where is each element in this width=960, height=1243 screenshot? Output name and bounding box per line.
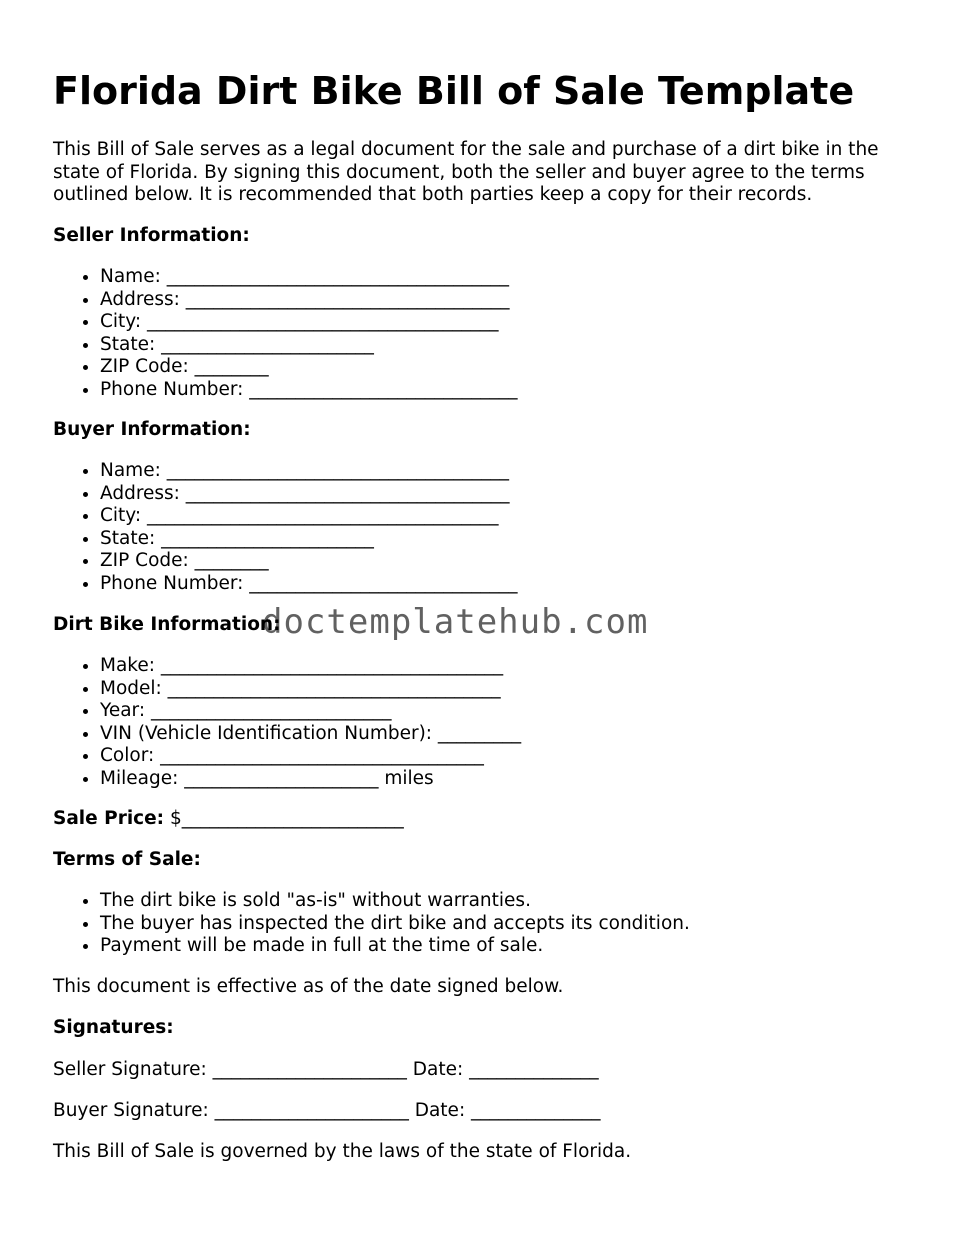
signatures-heading: Signatures: xyxy=(53,1017,174,1038)
sale-price-line xyxy=(53,808,404,831)
buyer-name-field[interactable]: • Name: _____________________________________ xyxy=(100,460,518,483)
seller-heading: Seller Information: xyxy=(53,225,250,246)
buyer-fields-list xyxy=(53,460,518,595)
watermark-text: doctemplatehub.com xyxy=(262,602,649,642)
seller-name-field[interactable]: • Name: _____________________________________ xyxy=(100,266,518,289)
seller-zip-field[interactable]: • ZIP Code: ________ xyxy=(100,356,518,379)
terms-list xyxy=(53,890,690,958)
effective-statement: This document is effective as of the date signed below. xyxy=(53,976,564,997)
bike-year-field[interactable]: • Year: __________________________ xyxy=(100,700,521,723)
bike-make-field[interactable]: • Make: _____________________________________ xyxy=(100,655,521,678)
bike-vin-field[interactable]: • VIN (Vehicle Identification Number): _________ xyxy=(100,723,521,746)
buyer-address-field[interactable]: • Address: ___________________________________ xyxy=(100,483,518,506)
terms-item: • The buyer has inspected the dirt bike and accepts its condition. xyxy=(100,913,690,936)
page-title: Florida Dirt Bike Bill of Sale Template xyxy=(53,69,855,113)
buyer-phone-field[interactable]: • Phone Number: _____________________________ xyxy=(100,573,518,596)
seller-phone-field[interactable]: • Phone Number: _____________________________ xyxy=(100,379,518,402)
bike-fields-list xyxy=(53,655,521,790)
terms-heading: Terms of Sale: xyxy=(53,849,201,870)
buyer-heading: Buyer Information: xyxy=(53,419,251,440)
bike-heading: Dirt Bike Information: xyxy=(53,614,281,635)
bike-mileage-field[interactable]: • Mileage: _____________________ miles xyxy=(100,768,521,791)
seller-state-field[interactable]: • State: _______________________ xyxy=(100,334,518,357)
seller-address-field[interactable]: • Address: ___________________________________ xyxy=(100,289,518,312)
bike-model-field[interactable]: • Model: ____________________________________ xyxy=(100,678,521,701)
bike-color-field[interactable]: • Color: ___________________________________ xyxy=(100,745,521,768)
buyer-signature-line[interactable]: Buyer Signature: _____________________ Date: ______________ xyxy=(53,1100,601,1121)
buyer-state-field[interactable]: • State: _______________________ xyxy=(100,528,518,551)
buyer-zip-field[interactable]: • ZIP Code: ________ xyxy=(100,550,518,573)
seller-signature-line[interactable]: Seller Signature: _____________________ Date: ______________ xyxy=(53,1059,599,1080)
sale-price-label: Sale Price: xyxy=(53,808,165,829)
buyer-city-field[interactable]: • City: ______________________________________ xyxy=(100,505,518,528)
seller-fields-list xyxy=(53,266,518,401)
terms-item: • The dirt bike is sold "as-is" without warranties. xyxy=(100,890,690,913)
intro-paragraph: This Bill of Sale serves as a legal document for the sale and purchase of a dirt bike in the state of Florida. By signing this document, both the seller and buyer agree to the terms outlined below. It is recommended that both parties keep a copy for their records. xyxy=(53,139,879,205)
governing-law-statement: This Bill of Sale is governed by the laws of the state of Florida. xyxy=(53,1141,632,1162)
terms-item: • Payment will be made in full at the time of sale. xyxy=(100,935,690,958)
seller-city-field[interactable]: • City: ______________________________________ xyxy=(100,311,518,334)
sale-price-field[interactable]: $________________________ xyxy=(169,808,404,829)
